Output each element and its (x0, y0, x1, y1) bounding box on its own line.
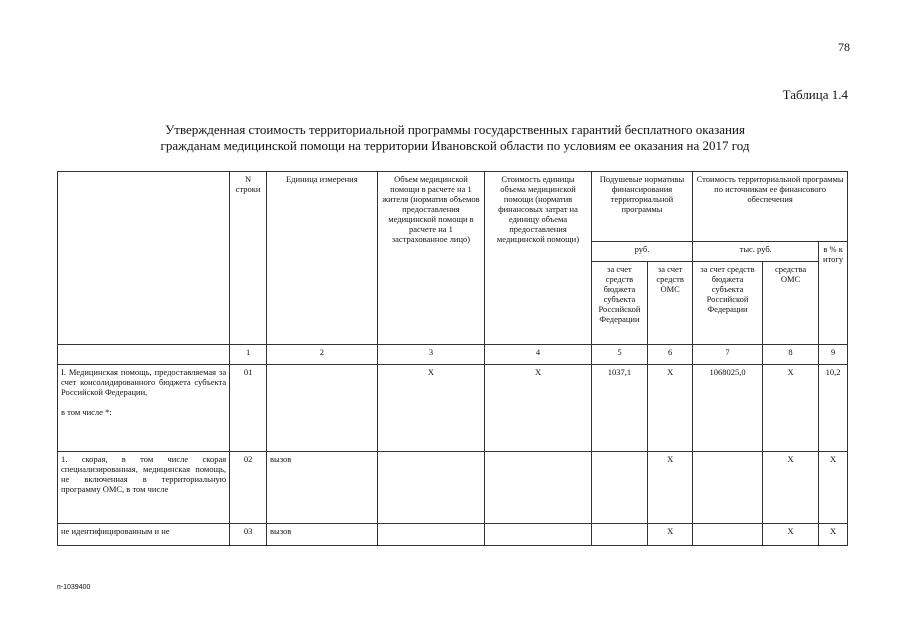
title-line-1: Утвержденная стоимость территориальной программы государственных гарантий бесплатного оказания (165, 122, 745, 137)
table-row (58, 452, 848, 524)
row-per-capita-budget (591, 524, 647, 546)
row-unit (267, 365, 378, 452)
header-cost-unit: Стоимость единицы объема медицинской помощи (норматив финансовых затрат на единицу объема предоставления медицинской помощи) (485, 172, 592, 345)
header-cost-sources: Стоимость территориальной программы по источникам ее финансового обеспечения (693, 172, 848, 242)
row-volume: X (377, 365, 485, 452)
row-pct: 10,2 (819, 365, 848, 452)
row-name (58, 365, 230, 452)
header-row-1 (58, 172, 848, 242)
row-cost-unit (485, 524, 592, 546)
header-unit: Единица измерения (267, 172, 378, 345)
header-pct-total: в % к итогу (819, 242, 848, 345)
row-pct: X (819, 524, 848, 546)
column-number-row (58, 345, 848, 365)
row-cost-oms: X (762, 524, 818, 546)
col-number: 9 (819, 345, 848, 365)
row-per-capita-oms: X (648, 524, 693, 546)
row-volume (377, 524, 485, 546)
table-row (58, 524, 848, 546)
row-per-capita-budget (591, 452, 647, 524)
table-row (58, 365, 848, 452)
row-cost-budget (693, 524, 763, 546)
col-number: 4 (485, 345, 592, 365)
row-cost-unit: X (485, 365, 592, 452)
row-name: не идентифицированным и не (58, 524, 230, 546)
cost-table (57, 171, 848, 546)
header-row-no: N строки (230, 172, 267, 345)
row-unit: вызов (267, 524, 378, 546)
row-name-text: I. Медицинская помощь, предоставляемая за счет консолидированного бюджета субъекта Российской Федерации, (61, 367, 227, 397)
col-number: 1 (230, 345, 267, 365)
header-volume: Объем медицинской помощи в расчете на 1 жителя (норматив объемов предоставления медицинской помощи в расчете на 1 застрахованное лицо) (377, 172, 485, 345)
header-name-cell (58, 172, 230, 345)
row-number: 02 (230, 452, 267, 524)
col-number: 2 (267, 345, 378, 365)
row-number: 01 (230, 365, 267, 452)
document-code: п-1039400 (57, 584, 91, 591)
row-name-extra: в том числе *: (61, 407, 112, 417)
row-unit: вызов (267, 452, 378, 524)
row-cost-oms: X (762, 365, 818, 452)
row-name: 1. скорая, в том числе скорая специализированная, медицинская помощь, не включенная в территориальную программу ОМС, в том числе (58, 452, 230, 524)
row-per-capita-budget: 1037,1 (591, 365, 647, 452)
header-per-capita: Подушевые нормативы финансирования территориальной программы (591, 172, 692, 242)
header-rub: руб. (591, 242, 692, 262)
row-cost-budget (693, 452, 763, 524)
header-oms: за счет средств ОМС (648, 262, 693, 345)
row-cost-oms: X (762, 452, 818, 524)
col-number: 8 (762, 345, 818, 365)
header-budget-rf-2: за счет средств бюджета субъекта Российской Федерации (693, 262, 763, 345)
row-pct: X (819, 452, 848, 524)
header-oms-2: средства ОМС (762, 262, 818, 345)
row-per-capita-oms: X (648, 452, 693, 524)
header-budget-rf: за счет средств бюджета субъекта Российской Федерации (591, 262, 647, 345)
col-number: 3 (377, 345, 485, 365)
col-number-blank (58, 345, 230, 365)
row-number: 03 (230, 524, 267, 546)
col-number: 5 (591, 345, 647, 365)
row-per-capita-oms: X (648, 365, 693, 452)
row-cost-budget: 1068025,0 (693, 365, 763, 452)
row-volume (377, 452, 485, 524)
header-thous-rub: тыс. руб. (693, 242, 819, 262)
col-number: 6 (648, 345, 693, 365)
col-number: 7 (693, 345, 763, 365)
table-label: Таблица 1.4 (782, 87, 848, 102)
page-number: 78 (838, 40, 850, 54)
title-line-2: гражданам медицинской помощи на территории Ивановской области по условиям ее оказания на 2017 год (160, 138, 750, 153)
row-cost-unit (485, 452, 592, 524)
document-title (60, 122, 850, 154)
